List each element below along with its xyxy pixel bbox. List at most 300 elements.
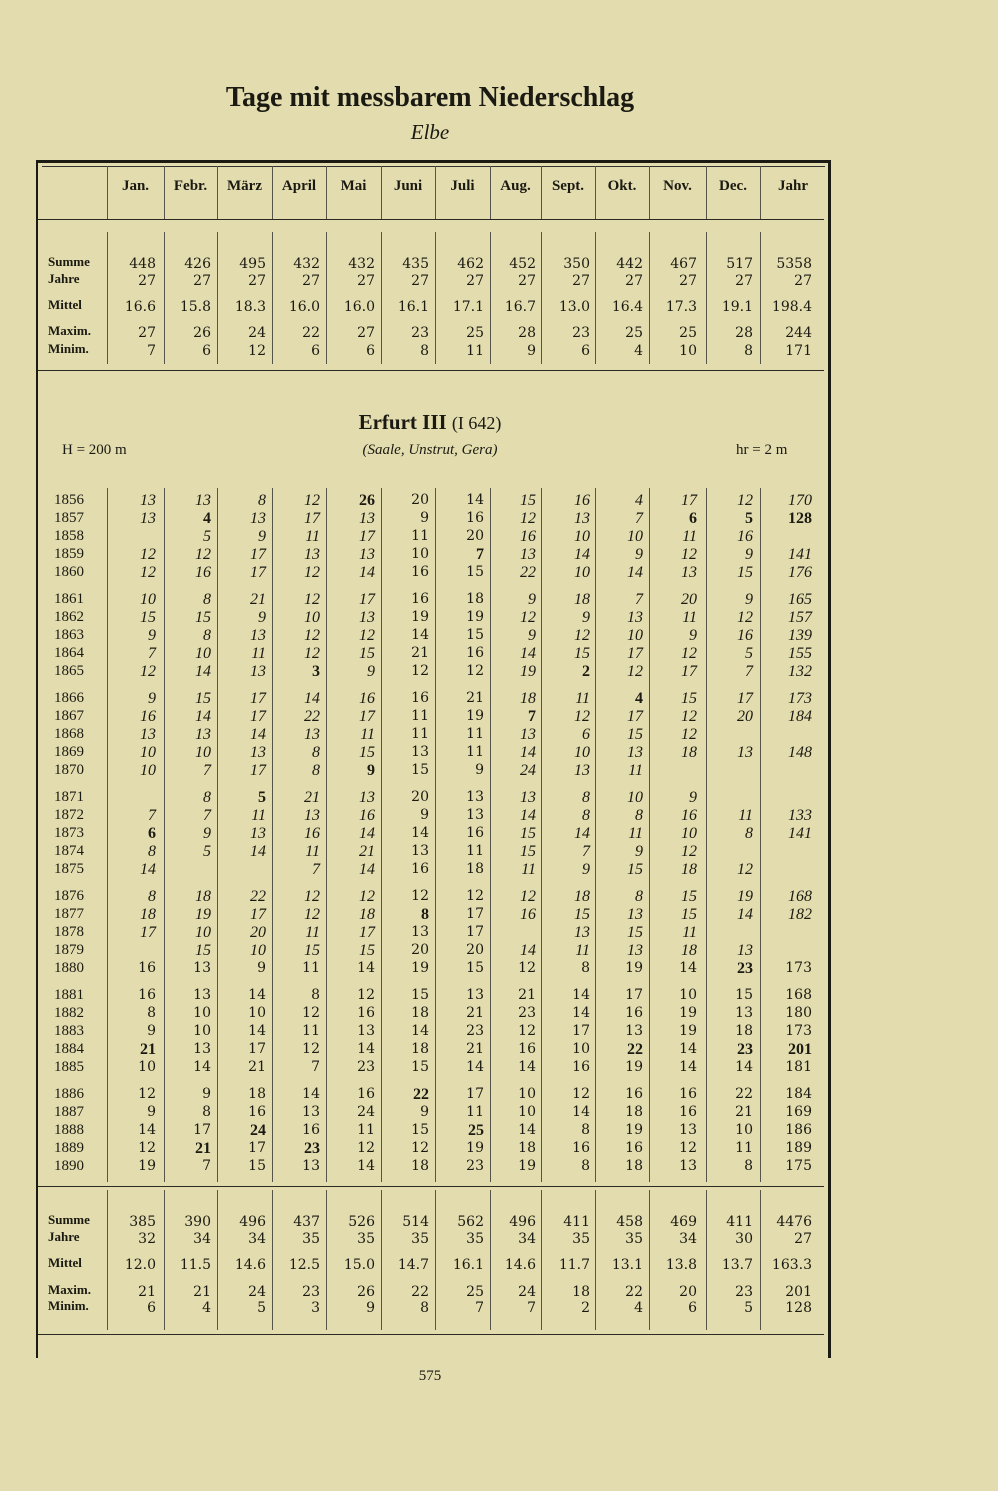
year-value: 17 — [627, 708, 643, 725]
column-divider — [760, 232, 761, 364]
summary-label: Maxim. — [48, 1282, 91, 1297]
year-value: 14 — [248, 1023, 266, 1039]
year-value: 20 — [411, 942, 429, 958]
summary-value: 6 — [311, 343, 320, 359]
year-value: 11 — [251, 807, 266, 824]
summary-value: 27 — [357, 325, 375, 341]
year-value: 7 — [311, 1059, 320, 1075]
year-label: 1872 — [54, 807, 84, 823]
year-value: 9 — [635, 843, 643, 860]
year-value: 184 — [785, 1086, 812, 1102]
summary-value: 8 — [420, 343, 429, 359]
summary-value: 411 — [726, 1214, 753, 1230]
summary-value: 26 — [193, 325, 211, 341]
summary-value: 17.1 — [452, 299, 484, 315]
year-value: 21 — [735, 1104, 753, 1120]
summary-bottom-rule — [38, 1186, 824, 1187]
year-value: 13 — [140, 726, 156, 743]
year-value: 10 — [250, 942, 266, 959]
summary-value: 22 — [625, 1284, 643, 1300]
year-value: 18 — [735, 1023, 753, 1039]
year-value: 16 — [138, 987, 156, 1003]
summary-value: 14.6 — [234, 1257, 266, 1273]
station-name: Erfurt III — [358, 410, 447, 434]
summary-value: 27 — [357, 273, 375, 289]
year-value: 10 — [627, 528, 643, 545]
year-value: 14 — [140, 861, 156, 878]
year-value: 23 — [466, 1158, 484, 1174]
year-value: 12 — [140, 564, 156, 581]
year-value: 12 — [302, 1005, 320, 1021]
year-value: 14 — [737, 906, 753, 923]
year-value: 10 — [195, 645, 211, 662]
summary-value: 4 — [202, 1300, 211, 1316]
year-value: 16 — [518, 1041, 536, 1057]
summary-value: 8 — [420, 1300, 429, 1316]
year-value: 12 — [679, 1140, 697, 1156]
year-value: 15 — [411, 1059, 429, 1075]
column-divider — [490, 488, 491, 1182]
year-label: 1858 — [54, 528, 84, 544]
year-value: 15 — [411, 1122, 429, 1138]
year-value: 12 — [574, 708, 590, 725]
summary-value: 20 — [679, 1284, 697, 1300]
year-value: 13 — [302, 1158, 320, 1174]
station-rivers: (Saale, Unstrut, Gera) — [362, 442, 498, 458]
summary-value: 25 — [679, 325, 697, 341]
column-divider — [326, 232, 327, 364]
year-value: 17 — [625, 987, 643, 1003]
year-value: 9 — [745, 591, 753, 608]
column-divider — [272, 232, 273, 364]
year-value: 12 — [737, 609, 753, 626]
year-value: 12 — [140, 663, 156, 680]
year-value: 16 — [737, 627, 753, 644]
summary-value: 16.1 — [452, 1257, 484, 1273]
year-label: 1863 — [54, 627, 84, 643]
year-value: 12 — [681, 546, 697, 563]
year-value: 12 — [737, 492, 753, 509]
column-divider — [490, 232, 491, 364]
year-value: 16 — [411, 861, 429, 877]
year-value: 12 — [357, 1140, 375, 1156]
year-value: 14 — [357, 1041, 375, 1057]
column-header: Dec. — [719, 178, 747, 194]
year-value: 8 — [311, 987, 320, 1003]
year-value: 11 — [411, 528, 429, 544]
summary-value: 24 — [248, 1284, 266, 1300]
year-value: 5 — [745, 645, 753, 662]
page-title: Tage mit messbarem Niederschlag — [225, 82, 635, 113]
year-value: 6 — [689, 510, 697, 527]
year-value: 15 — [737, 564, 753, 581]
summary-value: 13.7 — [721, 1257, 753, 1273]
year-value: 13 — [359, 789, 375, 806]
summary-value: 526 — [348, 1214, 375, 1230]
year-value: 17 — [466, 924, 484, 940]
year-value: 13 — [625, 1023, 643, 1039]
page-number: 575 — [418, 1368, 442, 1384]
year-value: 15 — [466, 564, 484, 580]
year-value: 8 — [581, 1158, 590, 1174]
column-divider — [435, 232, 436, 364]
year-value: 17 — [572, 1023, 590, 1039]
year-value: 12 — [574, 627, 590, 644]
year-value: 15 — [735, 987, 753, 1003]
column-header: Sept. — [551, 178, 585, 194]
station-height: H = 200 m — [62, 442, 127, 458]
year-value: 181 — [785, 1059, 812, 1075]
year-value: 13 — [679, 1158, 697, 1174]
gauge-height: hr = 2 m — [736, 442, 788, 458]
year-value: 9 — [147, 1023, 156, 1039]
year-value: 10 — [411, 546, 429, 562]
year-value: 19 — [625, 1059, 643, 1075]
year-value: 15 — [466, 960, 484, 976]
year-label: 1886 — [54, 1086, 84, 1102]
column-header: Febr. — [173, 178, 208, 194]
year-value: 13 — [411, 843, 429, 859]
summary-value: 6 — [581, 343, 590, 359]
year-value: 5 — [258, 789, 266, 806]
summary-value: 411 — [563, 1214, 590, 1230]
year-value: 14 — [679, 1041, 697, 1057]
year-value: 168 — [788, 888, 812, 905]
year-value: 9 — [147, 1104, 156, 1120]
summary-value: 16.7 — [504, 299, 536, 315]
summary-value: 16.1 — [397, 299, 429, 315]
year-value: 170 — [788, 492, 812, 509]
year-value: 19 — [625, 960, 643, 976]
year-value: 9 — [367, 663, 375, 680]
summary-value: 6 — [202, 343, 211, 359]
year-value: 11 — [251, 645, 266, 662]
summary-label: Mittel — [48, 297, 82, 312]
year-value: 7 — [148, 807, 156, 824]
column-divider — [706, 166, 707, 219]
year-value: 10 — [138, 1059, 156, 1075]
summary-value: 23 — [735, 1284, 753, 1300]
year-value: 11 — [628, 825, 643, 842]
summary-value: 5 — [744, 1300, 753, 1316]
summary-value: 18 — [572, 1284, 590, 1300]
year-value: 16 — [195, 564, 211, 581]
year-value: 8 — [745, 825, 753, 842]
year-value: 7 — [528, 708, 536, 725]
year-value: 16 — [625, 1086, 643, 1102]
summary-value: 22 — [302, 325, 320, 341]
year-value: 10 — [574, 564, 590, 581]
year-value: 16 — [679, 1104, 697, 1120]
year-value: 15 — [466, 627, 484, 643]
column-divider — [217, 166, 218, 219]
summary-value: 11 — [466, 343, 484, 359]
year-label: 1874 — [54, 843, 84, 859]
year-label: 1862 — [54, 609, 84, 625]
column-divider — [217, 1190, 218, 1330]
year-value: 15 — [681, 690, 697, 707]
year-value: 21 — [466, 1005, 484, 1021]
summary-label: Summe — [48, 254, 90, 269]
summary-value: 18.3 — [234, 299, 266, 315]
year-value: 12 — [304, 591, 320, 608]
summary-value: 517 — [726, 256, 753, 272]
summary-value: 32 — [138, 1231, 156, 1247]
year-value: 8 — [635, 888, 643, 905]
year-value: 9 — [745, 546, 753, 563]
column-header: Jahr — [778, 178, 808, 194]
summary-value: 467 — [670, 256, 697, 272]
summary-value: 452 — [509, 256, 536, 272]
year-value: 13 — [359, 609, 375, 626]
year-value: 173 — [785, 960, 812, 976]
year-value: 6 — [582, 726, 590, 743]
year-value: 14 — [735, 1059, 753, 1075]
year-value: 180 — [785, 1005, 812, 1021]
year-value: 13 — [574, 510, 590, 527]
year-value: 14 — [679, 960, 697, 976]
year-value: 18 — [466, 861, 484, 877]
year-value: 14 — [679, 1059, 697, 1075]
summary-value: 24 — [248, 325, 266, 341]
year-value: 14 — [357, 1158, 375, 1174]
summary-value: 16.4 — [611, 299, 643, 315]
summary-value: 201 — [785, 1284, 812, 1300]
year-value: 9 — [257, 960, 266, 976]
year-label: 1885 — [54, 1059, 84, 1075]
summary-value: 385 — [129, 1214, 156, 1230]
year-value: 22 — [413, 1086, 429, 1103]
summary-value: 448 — [129, 256, 156, 272]
summary-value: 244 — [785, 325, 812, 341]
year-value: 10 — [627, 789, 643, 806]
year-value: 19 — [679, 1005, 697, 1021]
summary-value: 6 — [147, 1300, 156, 1316]
year-value: 14 — [411, 1023, 429, 1039]
year-value: 13 — [193, 960, 211, 976]
year-value: 23 — [304, 1140, 320, 1157]
year-value: 18 — [411, 1158, 429, 1174]
year-value: 157 — [788, 609, 812, 626]
year-label: 1866 — [54, 690, 84, 706]
year-value: 13 — [304, 807, 320, 824]
summary-label: Minim. — [48, 341, 89, 356]
year-value: 17 — [466, 1086, 484, 1102]
year-value: 7 — [476, 546, 484, 563]
year-value: 9 — [528, 591, 536, 608]
summary-value: 16.0 — [343, 299, 375, 315]
year-value: 15 — [627, 924, 643, 941]
year-value: 17 — [466, 906, 484, 922]
year-value: 5 — [745, 510, 753, 527]
summary-value: 435 — [402, 256, 429, 272]
year-value: 15 — [681, 888, 697, 905]
year-value: 13 — [574, 924, 590, 941]
year-value: 19 — [466, 609, 484, 625]
year-value: 11 — [466, 1104, 484, 1120]
year-value: 8 — [203, 789, 211, 806]
year-value: 20 — [411, 492, 429, 508]
year-value: 165 — [788, 591, 812, 608]
summary-value: 34 — [679, 1231, 697, 1247]
column-divider — [649, 166, 650, 219]
summary-value: 27 — [138, 273, 156, 289]
year-label: 1865 — [54, 663, 84, 679]
year-value: 12 — [520, 510, 536, 527]
summary-value: 26 — [357, 1284, 375, 1300]
year-value: 20 — [466, 528, 484, 544]
year-value: 21 — [466, 1041, 484, 1057]
year-value: 12 — [572, 1086, 590, 1102]
summary-value: 6 — [688, 1300, 697, 1316]
year-value: 14 — [466, 492, 484, 508]
year-value: 7 — [635, 591, 643, 608]
year-value: 20 — [250, 924, 266, 941]
year-value: 13 — [302, 1104, 320, 1120]
summary-label: Mittel — [48, 1255, 82, 1270]
year-value: 24 — [520, 762, 536, 779]
summary-value: 442 — [616, 256, 643, 272]
year-value: 11 — [305, 843, 320, 860]
year-value: 17 — [248, 1041, 266, 1057]
column-divider — [107, 488, 108, 1182]
year-value: 11 — [575, 942, 590, 959]
year-value: 22 — [735, 1086, 753, 1102]
year-value: 16 — [520, 906, 536, 923]
year-value: 9 — [582, 609, 590, 626]
year-value: 12 — [359, 888, 375, 905]
year-value: 17 — [681, 663, 697, 680]
year-value: 10 — [574, 528, 590, 545]
year-value: 12 — [304, 492, 320, 509]
year-value: 11 — [682, 609, 697, 626]
summary-value: 11.7 — [558, 1257, 590, 1273]
summary-value: 15.8 — [179, 299, 211, 315]
year-value: 12 — [518, 960, 536, 976]
year-value: 19 — [625, 1122, 643, 1138]
year-value: 12 — [304, 627, 320, 644]
year-value: 11 — [682, 528, 697, 545]
summary-value: 17.3 — [665, 299, 697, 315]
year-value: 15 — [140, 609, 156, 626]
year-value: 14 — [627, 564, 643, 581]
year-value: 8 — [312, 762, 320, 779]
year-value: 17 — [250, 762, 266, 779]
year-value: 18 — [625, 1158, 643, 1174]
year-value: 21 — [248, 1059, 266, 1075]
year-value: 8 — [258, 492, 266, 509]
year-value: 11 — [302, 960, 320, 976]
summary-value: 458 — [616, 1214, 643, 1230]
year-value: 9 — [635, 546, 643, 563]
summary-value: 10 — [679, 343, 697, 359]
summary-value: 34 — [518, 1231, 536, 1247]
year-value: 128 — [788, 510, 812, 527]
year-value: 8 — [582, 807, 590, 824]
year-value: 12 — [681, 726, 697, 743]
year-value: 21 — [466, 690, 484, 706]
summary-value: 9 — [366, 1300, 375, 1316]
year-value: 18 — [574, 591, 590, 608]
year-value: 14 — [359, 564, 375, 581]
year-value: 186 — [785, 1122, 812, 1138]
summary-label: Summe — [48, 1212, 90, 1227]
year-label: 1876 — [54, 888, 84, 904]
year-value: 12 — [357, 987, 375, 1003]
year-value: 15 — [520, 492, 536, 509]
year-value: 16 — [357, 1086, 375, 1102]
summary-value: 27 — [466, 273, 484, 289]
summary-label: Jahre — [48, 271, 80, 286]
column-header: April — [281, 178, 317, 194]
year-value: 9 — [258, 528, 266, 545]
summary-value: 27 — [302, 273, 320, 289]
summary-value: 11.5 — [179, 1257, 211, 1273]
year-value: 21 — [304, 789, 320, 806]
summary-value: 128 — [785, 1300, 812, 1316]
year-value: 17 — [359, 708, 375, 725]
column-header: Jan. — [121, 178, 150, 194]
year-value: 13 — [359, 546, 375, 563]
year-value: 14 — [195, 708, 211, 725]
year-value: 15 — [359, 645, 375, 662]
year-value: 17 — [681, 492, 697, 509]
year-value: 15 — [411, 762, 429, 778]
year-value: 13 — [737, 744, 753, 761]
summary-value: 27 — [138, 325, 156, 341]
year-label: 1857 — [54, 510, 84, 526]
year-value: 17 — [193, 1122, 211, 1138]
summary-value: 8 — [744, 343, 753, 359]
year-label: 1860 — [54, 564, 84, 580]
summary-value: 24 — [518, 1284, 536, 1300]
year-label: 1878 — [54, 924, 84, 940]
summary-value: 21 — [138, 1284, 156, 1300]
summary-value: 35 — [625, 1231, 643, 1247]
column-divider — [326, 488, 327, 1182]
year-value: 19 — [138, 1158, 156, 1174]
year-value: 11 — [411, 726, 429, 742]
year-value: 20 — [681, 591, 697, 608]
column-divider — [326, 1190, 327, 1330]
year-value: 13 — [193, 987, 211, 1003]
year-value: 16 — [625, 1005, 643, 1021]
year-value: 7 — [745, 663, 753, 680]
year-label: 1875 — [54, 861, 84, 877]
year-value: 18 — [466, 591, 484, 607]
year-value: 10 — [193, 1023, 211, 1039]
summary-value: 34 — [248, 1231, 266, 1247]
year-value: 10 — [572, 1041, 590, 1057]
summary-label: Jahre — [48, 1229, 80, 1244]
year-value: 14 — [359, 861, 375, 878]
year-value: 12 — [359, 627, 375, 644]
year-value: 17 — [304, 510, 320, 527]
year-value: 13 — [627, 906, 643, 923]
summary-label: Minim. — [48, 1298, 89, 1313]
year-value: 19 — [679, 1023, 697, 1039]
summary-value: 4 — [634, 343, 643, 359]
year-value: 13 — [250, 510, 266, 527]
year-value: 23 — [737, 960, 753, 977]
summary-value: 9 — [527, 343, 536, 359]
summary-value: 171 — [785, 343, 812, 359]
year-value: 12 — [466, 663, 484, 679]
column-divider — [541, 488, 542, 1182]
year-value: 173 — [785, 1023, 812, 1039]
year-value: 11 — [575, 690, 590, 707]
year-value: 8 — [635, 807, 643, 824]
